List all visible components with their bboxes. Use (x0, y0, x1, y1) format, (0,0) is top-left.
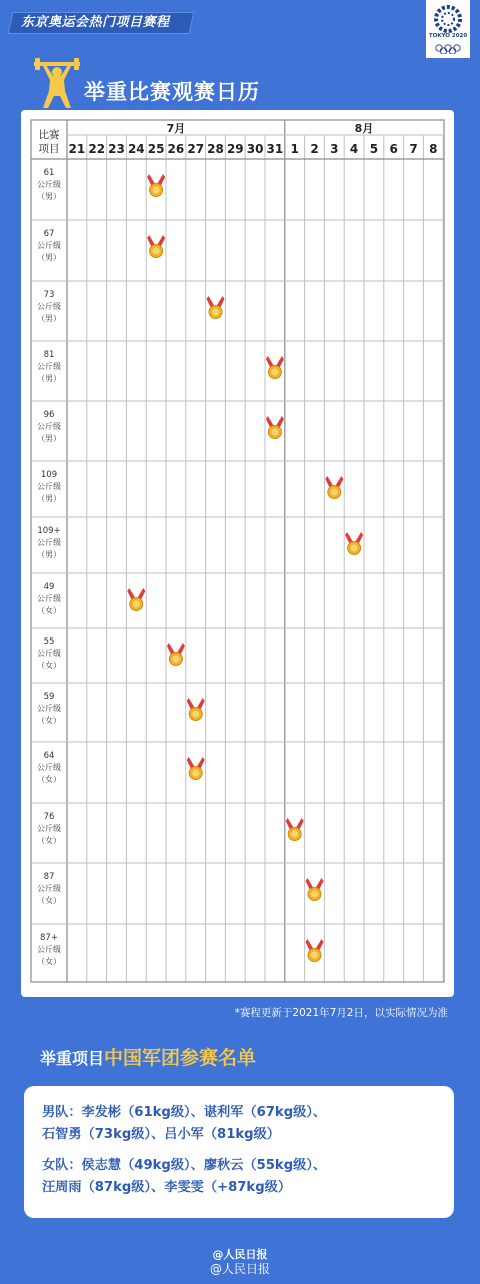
squad-title-highlight: 中国军团参赛名单 (104, 1047, 257, 1069)
footer-watermark (0, 1246, 480, 1277)
event-unit: 公斤级 (37, 884, 61, 893)
footer-handle: @人民日报 (209, 1262, 270, 1276)
event-gender: （男） (37, 494, 61, 503)
page-title: 举重比赛观赛日历 (84, 80, 260, 104)
day-label: 31 (266, 142, 284, 156)
gold-medal-inner (192, 710, 199, 717)
roster-card (24, 1086, 454, 1218)
day-label: 29 (226, 142, 244, 156)
page-header (34, 58, 334, 108)
event-weight: 87+ (40, 933, 58, 943)
day-label: 3 (330, 142, 339, 156)
event-weight: 96 (43, 410, 55, 420)
event-gender: （女） (37, 775, 61, 784)
event-weight: 76 (43, 812, 55, 822)
grid-frame (31, 120, 444, 982)
update-note: *赛程更新于2021年7月2日，以实际情况为准 (234, 1007, 448, 1019)
gold-medal-inner (271, 428, 278, 435)
event-weight: 55 (43, 637, 55, 647)
day-label: 6 (389, 142, 398, 156)
day-label: 7 (409, 142, 418, 156)
day-label: 21 (68, 142, 86, 156)
squad-title-prefix: 举重项目 (40, 1049, 105, 1068)
day-label: 8 (429, 142, 438, 156)
gold-medal-inner (311, 890, 318, 897)
women-line-2: 汪周雨（87kg级）、李雯雯（+87kg级） (42, 1180, 292, 1195)
day-label: 27 (187, 142, 205, 156)
event-gender: （男） (37, 192, 61, 201)
event-gender: （男） (37, 434, 61, 443)
men-line-1: 男队：李发彬（61kg级）、谌利军（67kg级）、 (42, 1105, 327, 1120)
event-weight: 109+ (37, 526, 61, 536)
event-weight: 81 (43, 350, 55, 360)
event-unit: 公斤级 (37, 180, 61, 189)
event-unit: 公斤级 (37, 538, 61, 547)
day-label: 2 (310, 142, 319, 156)
event-gender: （男） (37, 253, 61, 262)
gold-medal-inner (291, 830, 298, 837)
gold-medal-inner (172, 655, 179, 662)
event-unit: 公斤级 (37, 482, 61, 491)
event-gender: （女） (37, 896, 61, 905)
event-gender: （女） (37, 716, 61, 725)
event-unit: 公斤级 (37, 302, 61, 311)
gold-medal-inner (271, 368, 278, 375)
month-label: 8月 (354, 122, 374, 135)
corner-label: 比赛 (38, 129, 60, 141)
event-unit: 公斤级 (37, 763, 61, 772)
schedule-grid (21, 110, 454, 997)
event-unit: 公斤级 (37, 824, 61, 833)
event-gender: （女） (37, 957, 61, 966)
event-unit: 公斤级 (37, 362, 61, 371)
gold-medal-inner (153, 247, 160, 254)
schedule-calendar-card (21, 110, 454, 997)
event-unit: 公斤级 (37, 594, 61, 603)
day-label: 1 (290, 142, 299, 156)
event-gender: （男） (37, 550, 61, 559)
gold-medal-inner (351, 544, 358, 551)
day-label: 28 (207, 142, 224, 156)
event-gender: （女） (37, 661, 61, 670)
squad-title (40, 1043, 256, 1070)
men-line-2: 石智勇（73kg级）、吕小军（81kg级） (42, 1127, 280, 1142)
event-unit: 公斤级 (37, 649, 61, 658)
day-label: 26 (167, 142, 185, 156)
day-label: 25 (147, 142, 165, 156)
event-weight: 61 (43, 168, 55, 178)
event-unit: 公斤级 (37, 241, 61, 250)
gold-medal-inner (212, 308, 219, 315)
event-weight: 67 (43, 229, 55, 239)
event-weight: 64 (43, 751, 55, 761)
gold-medal-inner (192, 769, 199, 776)
olympic-rings-icon (433, 44, 463, 54)
series-banner-text: 东京奥运会热门项目赛程 (21, 15, 170, 30)
corner-label: 项目 (38, 143, 60, 155)
event-unit: 公斤级 (37, 704, 61, 713)
event-weight: 109 (40, 470, 58, 480)
month-label: 7月 (166, 122, 186, 135)
weightlifter-icon (34, 58, 80, 110)
day-label: 24 (127, 142, 145, 156)
logo-year-text: TOKYO 2020 (428, 33, 468, 39)
event-weight: 59 (43, 692, 55, 702)
event-weight: 87 (43, 872, 55, 882)
event-weight: 49 (43, 582, 55, 592)
event-unit: 公斤级 (37, 422, 61, 431)
series-banner (8, 12, 195, 34)
event-unit: 公斤级 (37, 945, 61, 954)
women-team (42, 1155, 436, 1199)
women-line-1: 女队：侯志慧（49kg级）、廖秋云（55kg级）、 (42, 1158, 327, 1173)
event-gender: （女） (37, 606, 61, 615)
event-gender: （男） (37, 314, 61, 323)
gold-medal-inner (331, 488, 338, 495)
tokyo-2020-logo (426, 0, 470, 58)
day-label: 30 (246, 142, 264, 156)
gold-medal-inner (153, 186, 160, 193)
gold-medal-inner (133, 600, 140, 607)
event-gender: （女） (37, 836, 61, 845)
event-gender: （男） (37, 374, 61, 383)
men-team (42, 1102, 436, 1146)
event-weight: 73 (43, 290, 55, 300)
day-label: 22 (88, 142, 106, 156)
emblem-icon (433, 4, 463, 34)
day-label: 4 (349, 142, 359, 156)
gold-medal-inner (311, 951, 318, 958)
footer-brand: @人民日报 (212, 1248, 268, 1261)
day-label: 5 (369, 142, 379, 156)
day-label: 23 (108, 142, 125, 156)
